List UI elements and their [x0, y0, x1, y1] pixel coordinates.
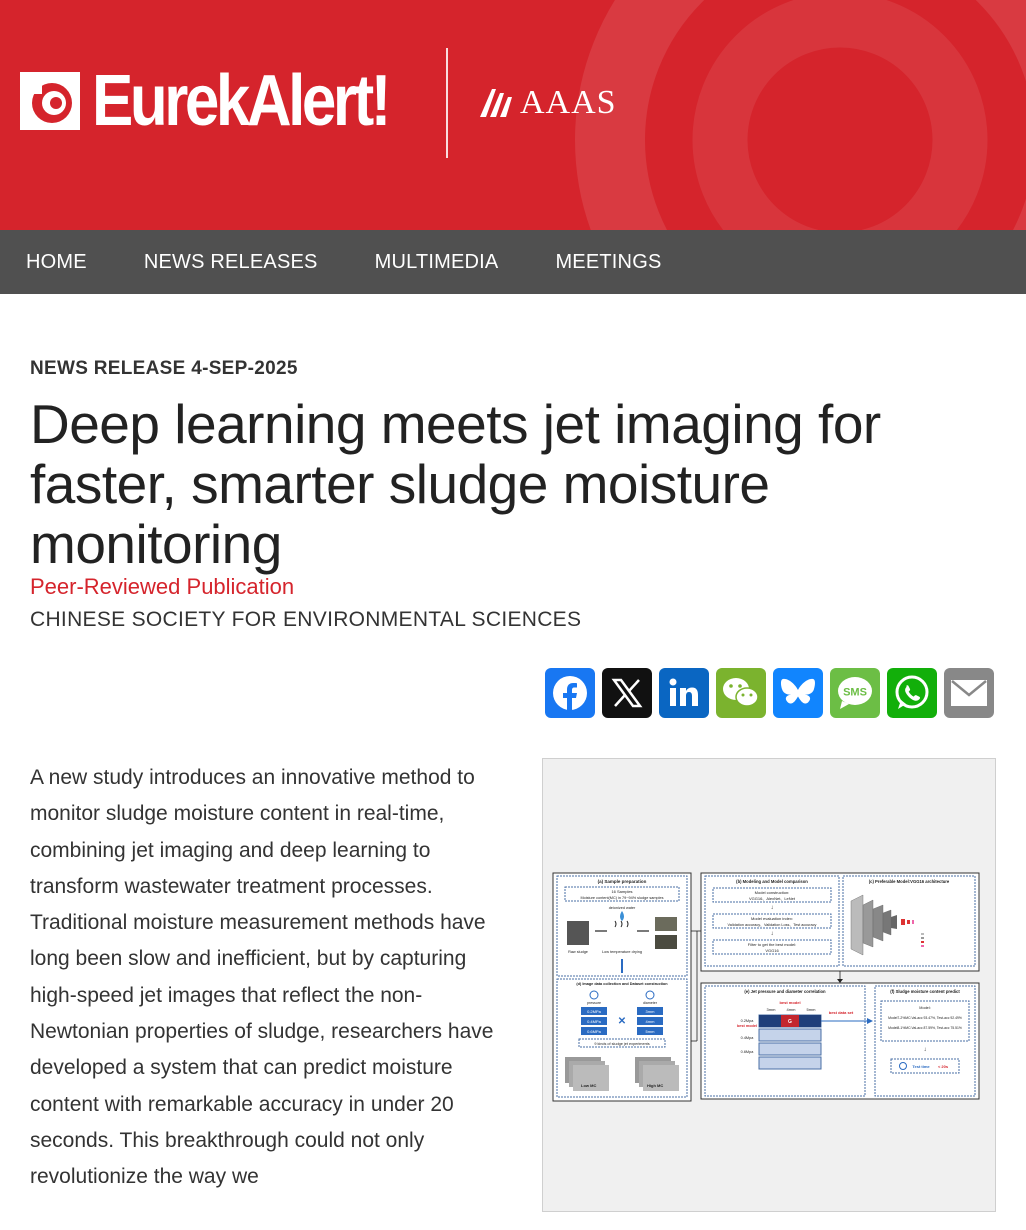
share-bar [545, 668, 1001, 718]
diameter-label: diameter [643, 1001, 657, 1005]
svg-text:Filter to get the best model:: Filter to get the best model: [747, 942, 797, 947]
svg-text:3mm: 3mm [645, 1009, 655, 1014]
bluesky-icon [780, 677, 816, 709]
share-whatsapp-button[interactable] [887, 668, 937, 718]
share-sms-button[interactable] [830, 668, 880, 718]
x-icon [611, 677, 643, 709]
svg-text:High MC: High MC [647, 1083, 664, 1088]
svg-text:best model: best model [779, 1000, 801, 1005]
svg-text:Model8-1%MC:Val-acc 87.59%, Te: Model8-1%MC:Val-acc 87.59%, Test-acc 75.51% [888, 1026, 962, 1030]
svg-text:Model7-2%MC:Val-acc 93.47%, Te: Model7-2%MC:Val-acc 93.47%, Test-acc 92.49% [888, 1016, 962, 1020]
svg-text:0.4MPa: 0.4MPa [587, 1019, 601, 1024]
main-nav [0, 230, 1026, 294]
publication-type: Peer-Reviewed Publication [30, 574, 295, 599]
moisture-label: Moisture content(MC) in 79~94% sludge samples [580, 896, 664, 900]
panel-d-title: (d) Image data collection and Dataset construction [576, 982, 668, 986]
svg-text:4mm: 4mm [786, 1007, 796, 1012]
aaas-wordmark: AAAS [520, 84, 617, 121]
facebook-icon [552, 675, 588, 711]
logo-divider [446, 48, 448, 158]
svg-text:G: G [788, 1019, 792, 1025]
samples-label: 16 Samples [611, 889, 633, 894]
svg-text:(c) Preferable Model:VGG16 arc: (c) Preferable Model:VGG16 architecture [868, 879, 950, 884]
logo-wordmark: EurekAlert! [92, 61, 388, 141]
svg-text:✕: ✕ [617, 1016, 627, 1027]
aaas-mark-icon [478, 85, 518, 121]
nav-item-home[interactable]: HOME [26, 250, 87, 273]
svg-text:Test time: Test time [912, 1064, 930, 1069]
svg-text:Model evaluation index:: Model evaluation index: [750, 916, 794, 921]
water-label: deionized water [608, 906, 636, 910]
svg-text:< 20s: < 20s [937, 1064, 949, 1069]
sms-icon [836, 675, 874, 711]
svg-text:↓: ↓ [923, 1047, 927, 1053]
study-framework-diagram [551, 871, 981, 1103]
svg-text:Low MC: Low MC [581, 1083, 597, 1088]
eurekalert-logo[interactable] [20, 61, 436, 141]
svg-text:↓: ↓ [770, 905, 774, 911]
svg-text:↓: ↓ [770, 931, 774, 937]
article-figure[interactable] [542, 758, 996, 1212]
share-email-button[interactable] [944, 668, 994, 718]
drying-label: Low temperature drying [602, 950, 642, 954]
svg-text:Model construction:: Model construction: [754, 890, 790, 895]
svg-text:0.2Mpa: 0.2Mpa [740, 1019, 754, 1023]
share-x-button[interactable] [602, 668, 652, 718]
svg-text:best model: best model [736, 1024, 758, 1028]
linkedin-icon [667, 676, 701, 710]
svg-text:Validation accuracy、Validation: Validation accuracy、Validation Loss、Test accuracy [727, 923, 817, 927]
svg-text:0.6Mpa: 0.6Mpa [740, 1050, 754, 1054]
header-swirl-decoration [560, 0, 1026, 230]
svg-text:0.4Mpa: 0.4Mpa [740, 1036, 754, 1040]
organization-name[interactable]: CHINESE SOCIETY FOR ENVIRONMENTAL SCIENCES [30, 608, 582, 631]
panel-a-title: (a) Sample preparation [597, 879, 647, 884]
share-bluesky-button[interactable] [773, 668, 823, 718]
svg-text:VGG16、AlexNet、LeNet: VGG16、AlexNet、LeNet [748, 896, 796, 901]
share-wechat-button[interactable] [716, 668, 766, 718]
raw-sludge-label: Raw sludge [568, 950, 588, 954]
svg-text:0.6MPa: 0.6MPa [587, 1029, 601, 1034]
svg-text:5mm: 5mm [645, 1029, 655, 1034]
site-header [0, 0, 1026, 230]
nav-item-multimedia[interactable]: MULTIMEDIA [374, 250, 499, 273]
svg-text:Model:: Model: [919, 1006, 931, 1010]
share-facebook-button[interactable] [545, 668, 595, 718]
svg-text:(b) Modeling and Model compari: (b) Modeling and Model comparison [736, 879, 808, 884]
release-date: NEWS RELEASE 4-SEP-2025 [30, 358, 298, 379]
svg-text:3mm: 3mm [766, 1007, 776, 1012]
nav-item-news-releases[interactable]: NEWS RELEASES [143, 250, 318, 273]
whatsapp-icon [893, 674, 931, 712]
article-body: A new study introduces an innovative method to monitor sludge moisture content in real-time, combining jet imaging and deep learning to transform wastewater treatment processes. Traditional moisture measurement methods have long been slow and inefficient, but by capturing high-speed jet images that reflect the non-Newtonian properties of sludge, researchers have developed a system that can predict moisture content with remarkable accuracy in under 20 seconds. This breakthrough could not only revolutionize the way we [30, 766, 494, 1189]
svg-text:9 kinds of sludge jet experime: 9 kinds of sludge jet experiments [594, 1042, 650, 1046]
svg-text:VGG16: VGG16 [765, 948, 779, 953]
svg-text:(e) Jet pressure and diameter: (e) Jet pressure and diameter correlation [744, 989, 826, 994]
pressure-label: pressure [587, 1001, 601, 1005]
share-linkedin-button[interactable] [659, 668, 709, 718]
aaas-logo[interactable] [478, 84, 617, 122]
svg-text:SMS: SMS [843, 686, 867, 699]
nav-item-meetings[interactable]: MEETINGS [555, 250, 662, 273]
eurekalert-swirl-icon [20, 68, 80, 134]
svg-text:0.2MPa: 0.2MPa [587, 1009, 601, 1014]
svg-text:best data set: best data set [828, 1010, 854, 1015]
svg-text:4mm: 4mm [645, 1019, 655, 1024]
email-icon [950, 679, 988, 707]
wechat-icon [722, 676, 760, 710]
svg-text:5mm: 5mm [806, 1007, 816, 1012]
svg-text:(f) Sludge moisture content pr: (f) Sludge moisture content predict [890, 989, 960, 994]
page-title: Deep learning meets jet imaging for faster, smarter sludge moisture monitoring [30, 393, 881, 575]
